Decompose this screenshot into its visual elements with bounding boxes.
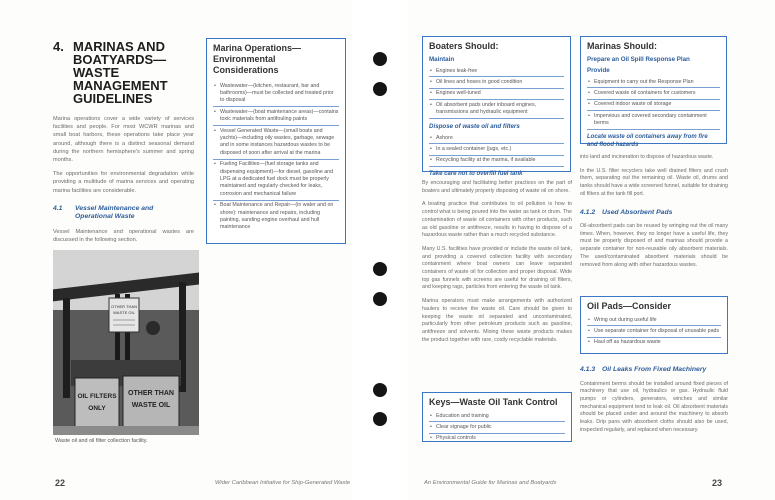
section-title: Oil Leaks From Fixed Machinery [602,366,707,373]
chapter-title [53,40,194,105]
box-item: • Recycling facility at the marina, if available [429,156,564,167]
keys-waste-oil-box [422,392,572,442]
box-subtitle: Dispose of waste oil and filters [429,123,520,131]
section-number: 4.1.2 [580,208,596,216]
binder-gutter [352,0,408,500]
box-list [429,411,565,444]
marina-operations-box [206,38,346,244]
right-column-1 [422,180,572,350]
box-item: • Wring out during useful life [587,315,721,326]
binder-hole [373,412,387,426]
box-title-line: Marina Operations— [213,43,302,53]
box-item: • Vessel Generated Waste—(small boats and yachts)—including oily wastes, garbage, sewage and in some instances hazardous wastes to be disposed of soon after arrival at the marina [213,126,339,160]
section-text: Oil-absorbent pads can be reused by wringing out the oil many times. When, however, they no longer have a useful life, they must be properly disposed of and marinas should provide a separate container for non-reusable oily absorbent materials. The used/contaminated absorbent materials should be removed from along with other hazardous wastes. [580,223,728,268]
photo-caption: Waste oil and oil filter collection facility. [55,438,148,444]
drum-label: WASTE OIL [131,402,171,409]
box-list [213,81,339,233]
oil-pads-box [580,296,728,354]
box-subtitle: Maintain [429,56,455,63]
box-title: Marinas Should: [587,41,658,51]
marinas-should-box [580,36,727,148]
boaters-should-box [422,36,571,178]
box-item: • Engines leak-free [429,66,564,77]
sign-line: WASTE OIL [113,310,135,315]
box-list [587,315,721,348]
binder-hole [373,82,387,96]
section-title-line: Vessel Maintenance and [75,204,154,212]
box-subtitle: Prepare an Oil Spill Response Plan [587,56,690,63]
section-title-line: Operational Waste [75,213,135,221]
section-heading-4-1 [53,205,194,222]
box-item: • Haul off as hazardous waste [587,338,721,348]
box-note: Take care not to overfill fuel tank [429,171,523,178]
binder-hole [373,52,387,66]
box-item: • Oil absorbent pads under inboard engines, transmissions and hydraulic equipment [429,100,564,119]
section-heading-4-1-3 [580,366,728,375]
chapter-title-line: GUIDELINES [73,91,153,106]
box-title: Keys—Waste Oil Tank Control [429,397,558,407]
box-item: • Engines well-tuned [429,89,564,100]
body-paragraph: Marina operators must make arrangements with authorized haulers to receive the waste oil. Care should be given to keeping the waste oil separated and uncontaminated, particularly from other petroleum products such as gasoline, antifreeze and solvents. Mixing these waste products makes the product together with rare, costly recyclable materials. [422,298,572,343]
box-item: • Covered waste oil containers for customers [587,88,720,99]
box-list [429,66,564,119]
binder-hole [373,292,387,306]
right-page [408,0,775,500]
box-list [429,133,564,167]
section-text: Containment berms should be installed around fixed pieces of machinery that use oil, hydraulics or gas. Hydraulic fluid pumps or cylinders, generators, winches and similar mechanical equipment tend to leak oil. Oil absorbent materials should be placed under and around the machinery to absorb leaks. Drip pans with absorbent cloths should also be used, inspected regularly, and replaced when necessary. [580,380,728,433]
body-paragraph: Many U.S. facilities have provided or include the waste oil tank, and providing a covered collection facility with secondary containment where boat owners can leave separated containers of waste oil for collection and proper disposal. Wide top gas funnels with screens are useful for draining oil filters, and keeping rags, particles from entering the waste oil tank. [422,245,572,291]
drum-label: OIL FILTERS [77,393,117,400]
box-title [213,43,339,76]
section-number: 4.1.3 [580,366,596,373]
waste-oil-collection-photo [53,250,199,435]
body-paragraph: into land and incineration to dispose of hazardous waste. [580,154,714,160]
box-list [587,77,720,130]
body-paragraph: By encouraging and facilitating better practices on the part of boaters and ultimately properly disposing of waste oil on shore. [422,180,572,194]
box-item: • In a sealed container (jugs, etc.) [429,144,564,155]
binder-hole [373,383,387,397]
section-title: Used Absorbent Pads [602,208,673,216]
binder-hole [373,262,387,276]
chapter-title-line: BOATYARDS— [73,52,167,67]
right-column-2 [580,154,728,275]
intro-paragraph: Marina operations cover a wide variety of services facilities and people. For most WCWR marinas and small boat harbors, these operations take place year around, although there is a distinct seasonal demand during the northern hemisphere's summer and spring months. [53,116,194,164]
box-title: Oil Pads—Consider [587,301,672,311]
box-note: Locate waste oil containers away from fire and flood hazards [587,134,708,148]
box-item: • Boat Maintenance and Repair—(in water and on shore): maintenance and repairs, including painting, sanding engine overhaul and hull maintenance [213,201,339,234]
footer-left: Wider Caribbean Initiative for Ship-Generated Waste [215,480,351,486]
chapter-title-line: MARINAS AND [73,39,165,54]
drum-label: ONLY [88,405,106,412]
page-number-right: 23 [712,478,723,488]
box-item: • Education and training [429,411,565,422]
photo-illustration [53,250,199,435]
drum-label: OTHER THAN [128,390,174,397]
section-heading-4-1-2 [580,209,728,218]
box-item: • Wastewater—(boat maintenance areas)—contains toxic materials from antifouling paints [213,107,339,126]
box-title: Boaters Should: [429,41,499,51]
intro-paragraph: The opportunities for environmental degradation while providing a multitude of marina services and operating marina facilities are considerable. [53,171,194,194]
sign-line: OTHER THAN [111,304,137,309]
footer-right: An Environmental Guide for Marinas and Boatyards [424,480,557,486]
box-item: • Use separate container for disposal of unusable pads [587,326,721,337]
box-item: • Physical controls [429,434,565,444]
box-item: • Wastewater—(kitchen, restaurant, bar and bathrooms)—must be collected and treated prior to disposal [213,81,339,107]
body-paragraph: In the U.S. filter recyclers take well drained filters and crush them, separating out the remaining oil. Waste oil, drums and tanks should have a wide screened funnel, suitable for draining oil filters at the tank fill port. [580,167,728,197]
box-item: • Impervious and covered secondary containment berms [587,111,720,130]
page-number-left: 22 [55,478,66,488]
box-item: • Fueling Facilities—(fuel storage tanks and dispensing equipment)—for diesel, gasoline and LPG at a dedicated fuel dock must be properly maintained and regularly checked for leaks, corrosion and mechanical failure [213,160,339,201]
box-item: • Covered indoor waste oil storage [587,100,720,111]
section-number: 4.1 [53,204,63,212]
chapter-number: 4. [53,39,64,54]
right-column-2-lower [580,362,728,440]
chapter-title-line: WASTE MANAGEMENT [73,65,168,93]
box-item: • Clear signage for public [429,422,565,433]
box-item: • Equipment to carry out the Response Plan [587,77,720,88]
box-title-line: Environmental Considerations [213,54,279,75]
left-page [0,0,352,500]
box-item: • Oil lines and hoses in good condition [429,77,564,88]
body-paragraph: A boating practice that contributes to oil pollution is how to control what is being poured into the water as tank or drum. The contamination of waste oil containers with other products, such as old gasoline or antifreeze, results in having to dispose of a hazardous waste rather than a much recycled substance. [422,201,572,239]
section-text: Vessel Maintenance and operational wastes are discussed in the following section. [53,228,194,244]
box-subtitle: Provide [587,67,610,74]
box-item: • Ashore [429,133,564,144]
